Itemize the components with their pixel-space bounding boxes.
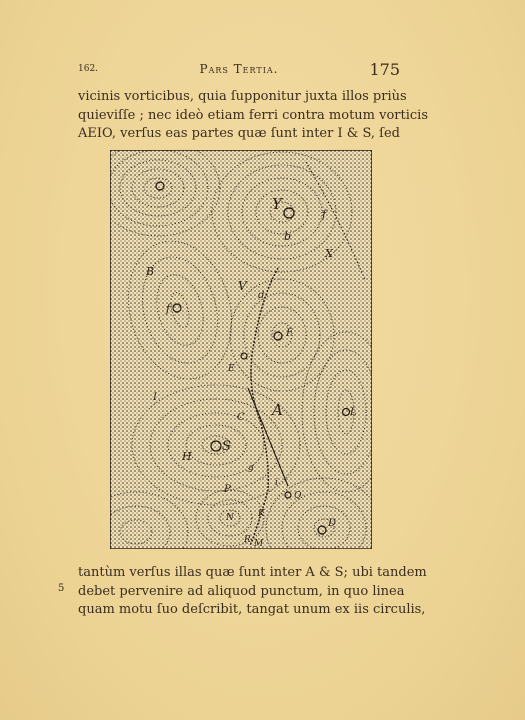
line-number: 5 (58, 583, 65, 594)
label-b: b (284, 230, 292, 243)
page-number: 175 (369, 60, 400, 79)
label-L: L (350, 407, 357, 418)
label-I: I (153, 392, 157, 403)
running-title: Pars Tertia. (199, 62, 279, 76)
label-X: X (325, 247, 333, 260)
label-D: D (328, 518, 337, 529)
label-P: P (224, 484, 231, 495)
label-fo: f (166, 302, 171, 315)
label-f: f (322, 208, 327, 221)
text-line: vicinis vorticibus, quia ſupponitur juxta illos priùs (78, 89, 407, 104)
label-V: V (238, 279, 247, 293)
text-line: AEIO, verſus eas partes quæ ſunt inter I & S, ſed (78, 126, 400, 141)
label-R: R (244, 535, 251, 545)
label-Y: Y (272, 195, 282, 213)
vortex-engraving (110, 150, 372, 549)
top-paragraph (78, 88, 429, 144)
label-H: H (182, 450, 192, 463)
bottom-paragraph (78, 564, 427, 620)
label-F: F (286, 328, 293, 339)
original-folio: 162. (78, 64, 99, 74)
label-S: S (222, 439, 231, 454)
label-K: K (258, 509, 265, 519)
running-head (78, 62, 400, 82)
label-M: M (254, 539, 264, 549)
label-Q: Q (294, 491, 302, 501)
label-E: E (228, 364, 235, 374)
label-C: C (237, 412, 245, 423)
text-line: quieviſſe ; nec ideò etiam ferri contra motum vorticis (78, 107, 429, 123)
label-N: N (226, 513, 234, 523)
label-d: d (258, 290, 265, 301)
label-A: A (272, 401, 283, 419)
text-line: tantùm verſus illas quæ ſunt inter A & S; ubi tandem (78, 565, 427, 580)
label-B: B (146, 265, 155, 278)
text-line: quam motu ſuo deſcribit, tangat unum ex iis circulis, (78, 602, 426, 617)
text-line: debet pervenire ad aliquod punctum, in quo linea (78, 583, 405, 599)
label-i: i (275, 478, 278, 488)
label-g: g (248, 463, 254, 473)
vortex-figure (110, 150, 372, 549)
